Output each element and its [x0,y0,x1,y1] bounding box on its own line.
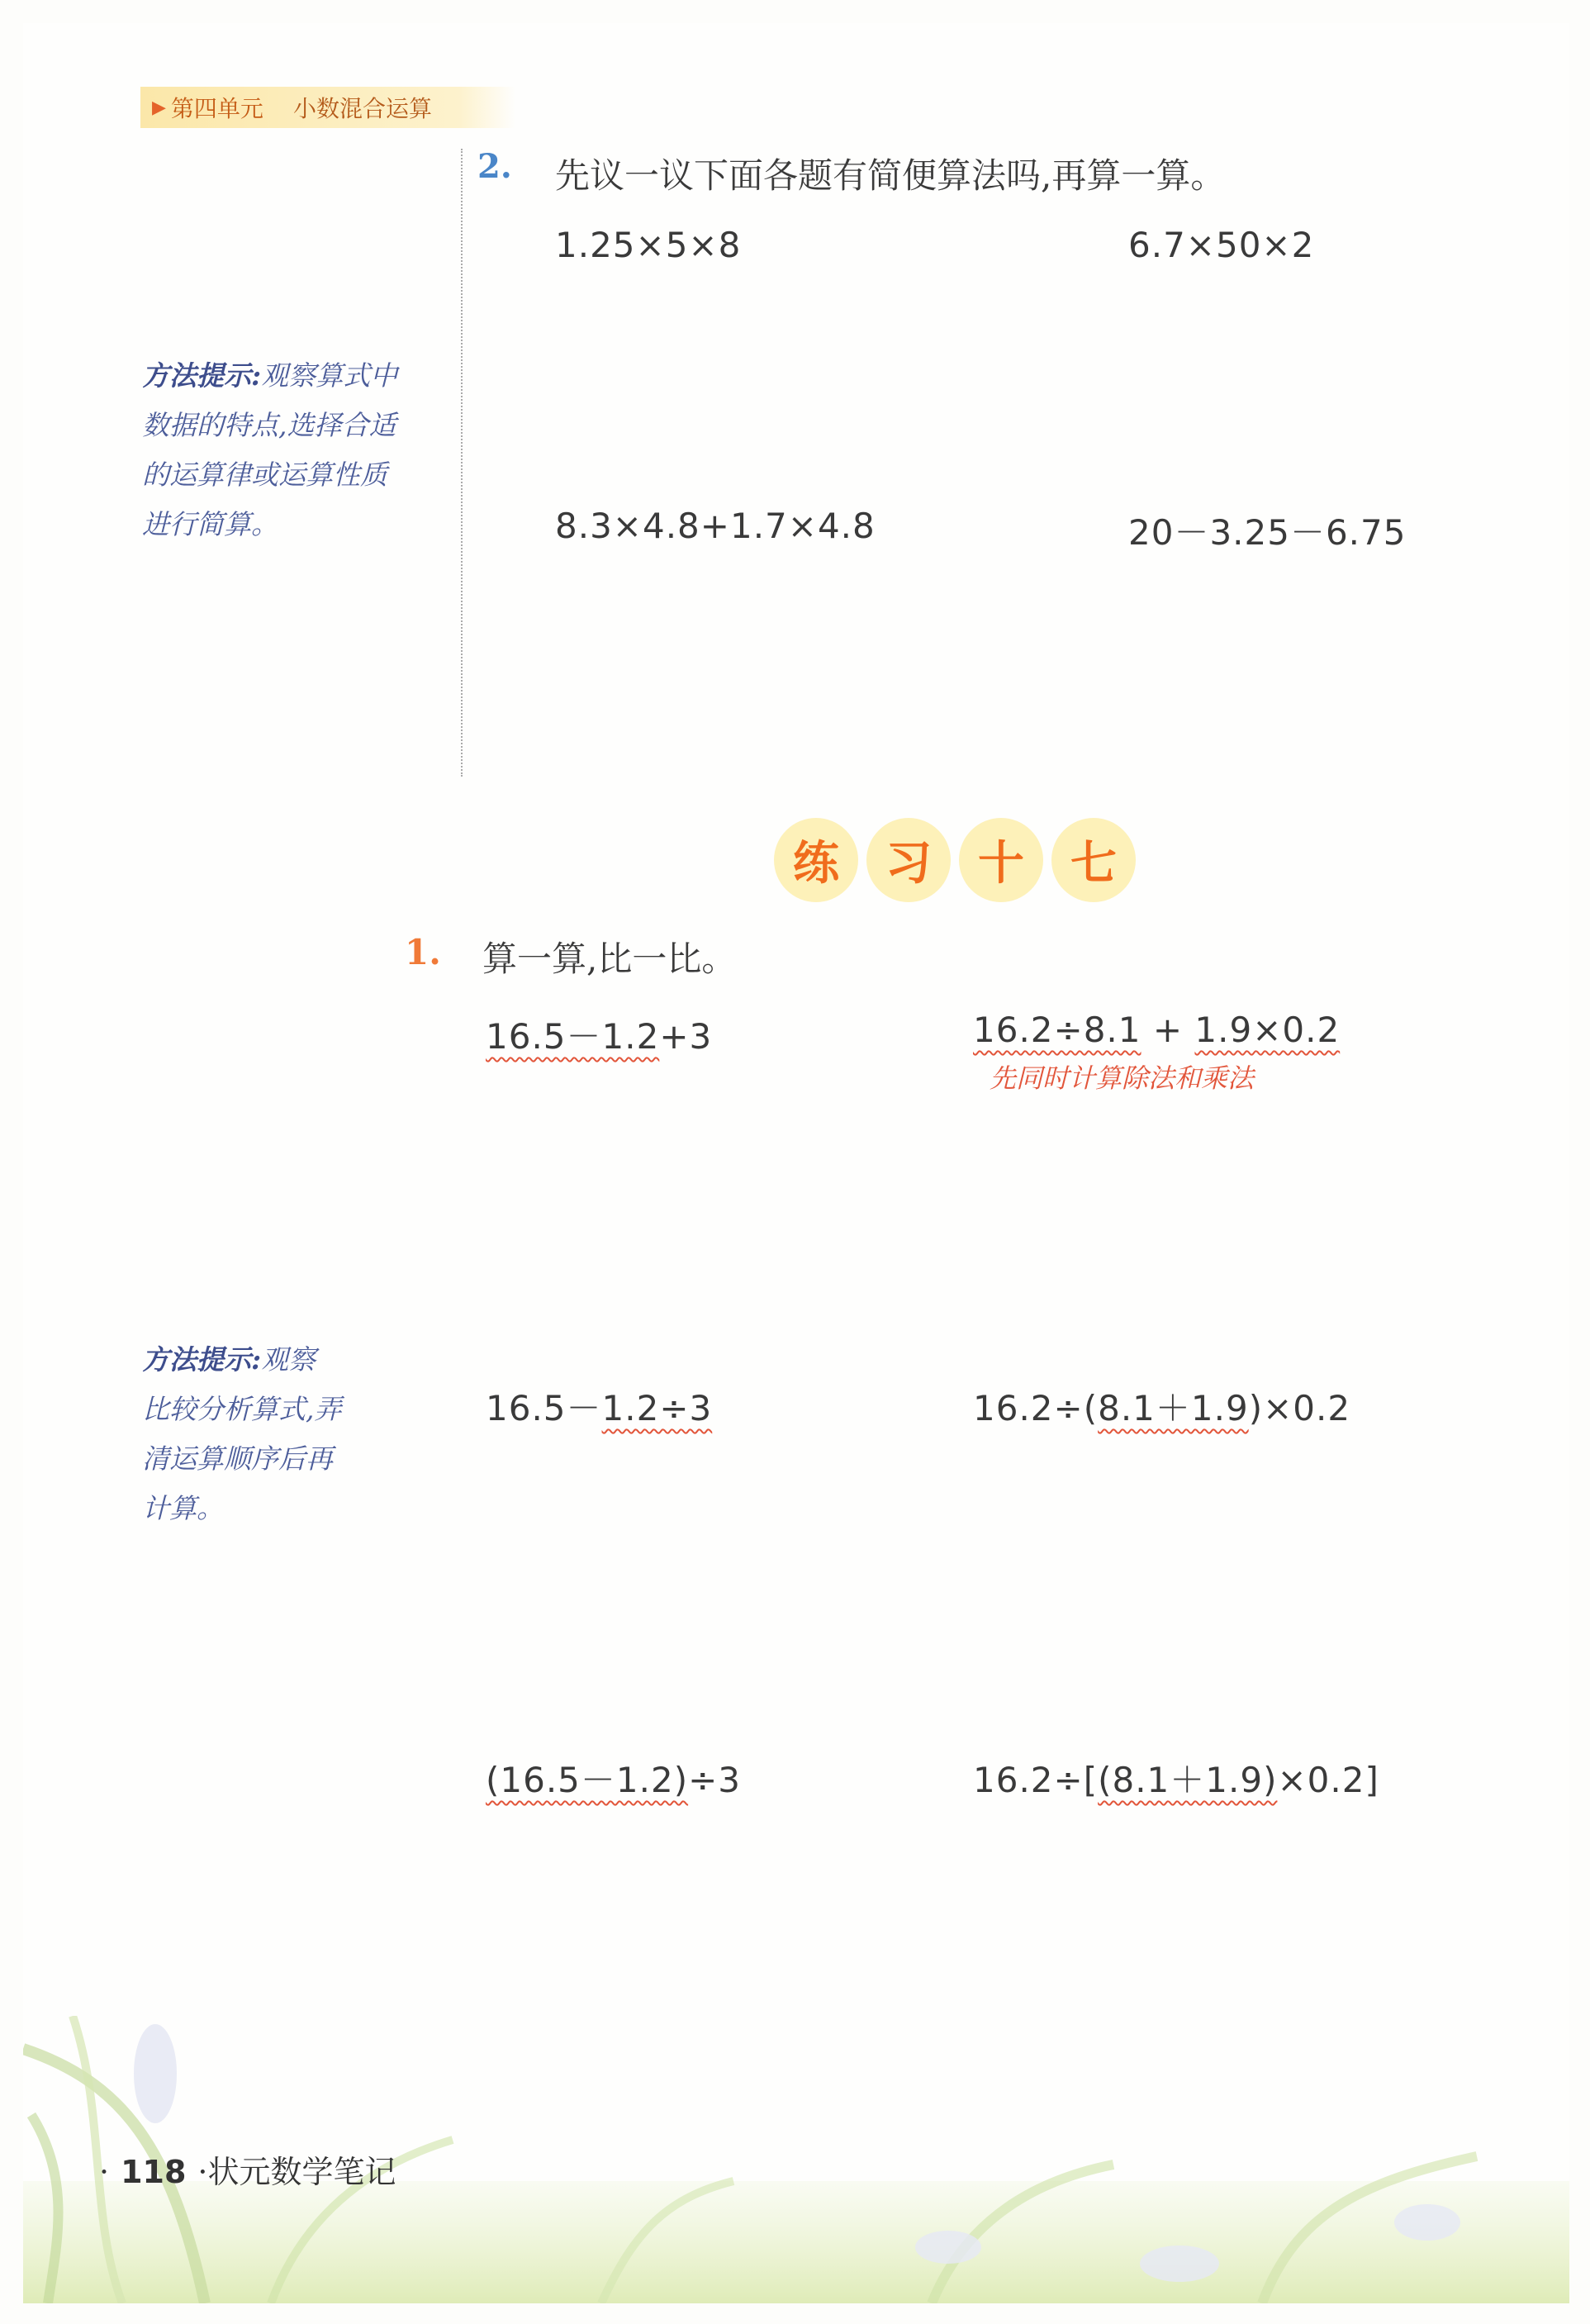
tip-line: 清运算顺序后再 [142,1442,333,1475]
title-char: 练 [774,818,858,902]
expression: 8.3×4.8+1.7×4.8 [555,506,876,546]
marked-part: 16.5－1.2 [486,1016,660,1057]
marked-part: 1.2÷3 [601,1388,713,1428]
footer-bullet: · [99,2154,110,2190]
method-tip-1 [142,351,397,549]
margin-divider [461,149,463,777]
rest-part: 16.2÷[ [973,1760,1099,1800]
rest-part: ×0.2] [1277,1760,1379,1800]
unit-label: 第四单元 [170,95,263,122]
tip-line: 比较分析算式,弄 [142,1393,342,1425]
page-footer [99,2146,396,2192]
expression: 1.25×5×8 [555,225,742,265]
topic-label: 小数混合运算 [292,95,432,122]
tip-line: 计算。 [142,1492,224,1524]
handwritten-note: 先同时计算除法和乘法 [990,1062,1255,1094]
question-1-text: 算一算,比一比。 [482,939,737,979]
expression: 6.7×50×2 [1128,225,1315,265]
tip-label: 方法提示: [142,1343,262,1376]
book-title: ·状元数学笔记 [197,2154,396,2190]
expression-row2-right [973,1381,1350,1431]
expression-row3-right [973,1753,1379,1803]
page-number: 118 [121,2154,187,2190]
expression-row1-right [973,1010,1340,1050]
marked-part: (16.5－1.2) [486,1760,689,1800]
marked-part: 1.9×0.2 [1194,1010,1341,1050]
expression-row1-left [486,1010,712,1059]
title-char: 七 [1051,818,1136,902]
marked-part: 8.1＋1.9 [1098,1388,1249,1428]
rest-part: 16.2÷( [973,1388,1099,1428]
rest-part: 16.5－ [486,1388,602,1428]
tip-line: 数据的特点,选择合适 [142,409,396,441]
rest-part: )×0.2 [1248,1388,1351,1428]
tip-line: 观察 [261,1343,316,1376]
tip-line: 观察算式中 [261,359,398,392]
title-char: 十 [959,818,1043,902]
rest-part: + [1141,1010,1195,1050]
method-tip-2 [142,1335,342,1533]
tip-line: 的运算律或运算性质 [142,459,387,491]
expression: 20－3.25－6.75 [1128,512,1407,553]
title-char: 习 [866,818,951,902]
unit-header [140,87,515,128]
expression-row2-left [486,1381,712,1431]
exercise-title [774,818,1136,902]
expression-row3-left [486,1753,741,1803]
rest-part: +3 [659,1016,713,1057]
question-2-number: 2. [477,147,512,186]
tip-line: 进行简算。 [142,508,278,540]
marked-part: 16.2÷8.1 [973,1010,1141,1050]
marked-part: (8.1＋1.9) [1098,1760,1278,1800]
question-2-text: 先议一议下面各题有简便算法吗,再算一算。 [555,155,1226,196]
triangle-icon: ▶ [152,97,166,118]
tip-label: 方法提示: [142,359,262,392]
rest-part: ÷3 [688,1760,742,1800]
question-1-number: 1. [405,932,441,972]
